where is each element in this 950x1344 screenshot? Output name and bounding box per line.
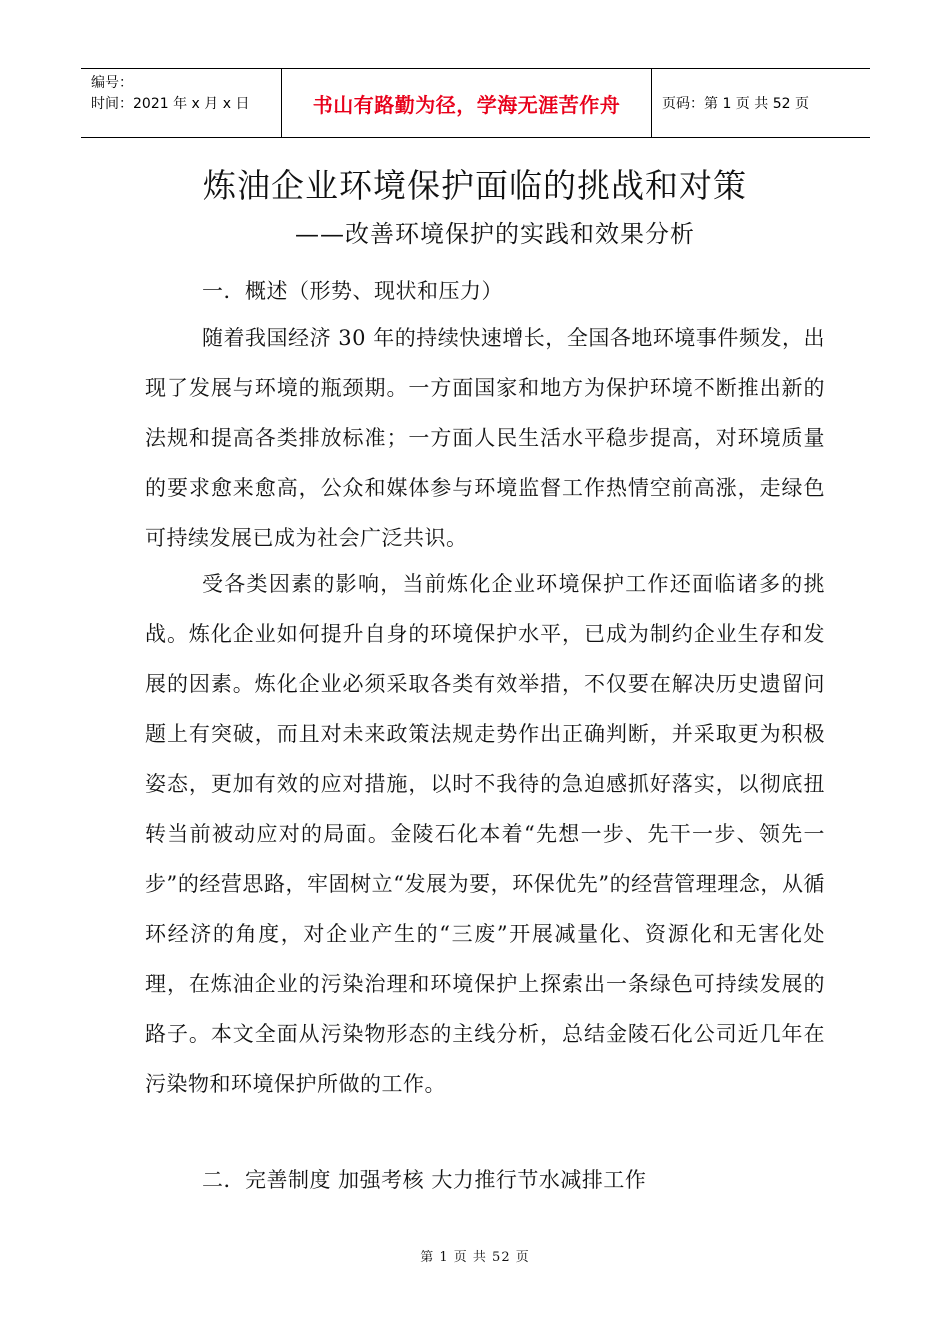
document-title: 炼油企业环境保护面临的挑战和对策 (203, 166, 747, 205)
section-heading-1: 一．概述（形势、现状和压力） (202, 279, 503, 303)
document-number-label: 编号： (91, 75, 133, 91)
paragraph-2: 受各类因素的影响，当前炼化企业环境保护工作还面临诸多的挑战。炼化企业如何提升自身的环境保护水平，已成为制约企业生存和发展的因素。炼化企业必须采取各类有效举措，不仅要在解决历史遗留问题上有突破，而且对未来政策法规走势作出正确判断，并采取更为积极姿态，更加有效的应对措施，以时不我待的急迫感抓好落实，以彻底扭转当前被动应对的局面。金陵石化本着“先想一步、先干一步、领先一步”的经营思路，牢固树立“发展为要，环保优先”的经营管理理念，从循环经济的角度，对企业产生的“三废”开展减量化、资源化和无害化处理，在炼油企业的污染治理和环境保护上探索出一条绿色可持续发展的路子。本文全面从污染物形态的主线分析，总结金陵石化公司近几年在污染物和环境保护所做的工作。 (145, 572, 825, 1096)
header-table (81, 68, 870, 138)
page-footer: 第 1 页 共 52 页 (420, 1250, 530, 1265)
header-page-cell (652, 69, 870, 137)
section-heading-2: 二．完善制度 加强考核 大力推行节水减排工作 (202, 1168, 647, 1192)
header-meta-cell (81, 69, 281, 137)
paragraph-1: 随着我国经济 30 年的持续快速增长，全国各地环境事件频发，出现了发展与环境的瓶颈期。一方面国家和地方为保护环境不断推出新的法规和提高各类排放标准；一方面人民生活水平稳步提高，对环境质量的要求愈来愈高，公众和媒体参与环境监督工作热情空前高涨，走绿色可持续发展已成为社会广泛共识。 (145, 326, 825, 550)
document-time-label: 时间：2021 年 x 月 x 日 (91, 96, 250, 112)
header-page-info: 页码：第 1 页 共 52 页 (662, 96, 809, 112)
document-subtitle: ——改善环境保护的实践和效果分析 (295, 220, 695, 248)
header-motto: 书山有路勤为径，学海无涯苦作舟 (312, 92, 621, 117)
header-motto-cell (281, 69, 652, 137)
